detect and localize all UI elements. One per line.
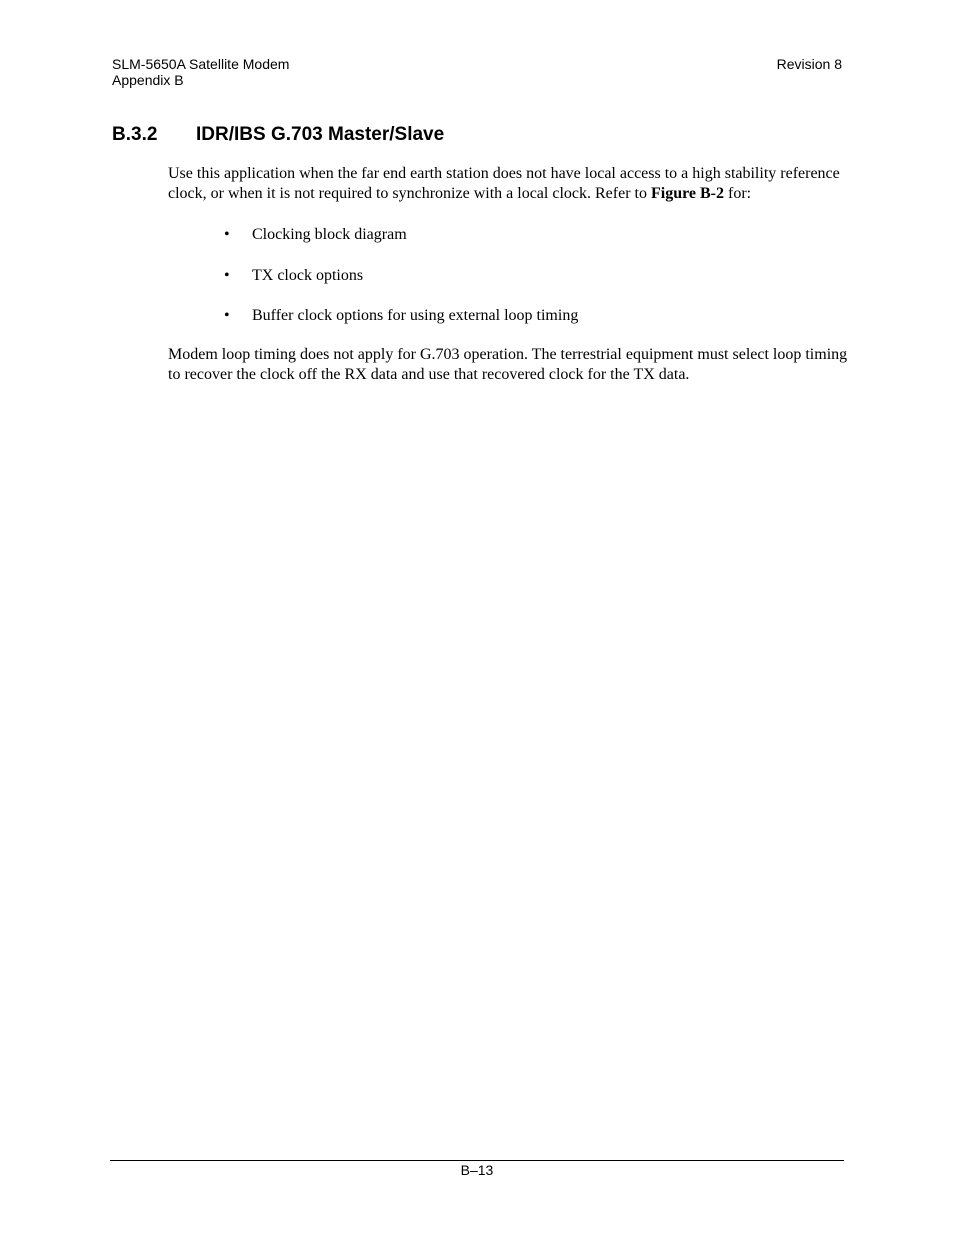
intro-paragraph (168, 164, 848, 204)
footer-divider (110, 1160, 844, 1161)
list-item (224, 225, 578, 245)
section-heading (112, 123, 444, 147)
bullet-list (224, 225, 578, 347)
document-title: SLM-5650A Satellite Modem (112, 56, 290, 72)
page-number: B–13 (460, 1162, 494, 1178)
list-item-text: Clocking block diagram (252, 226, 407, 243)
list-item-text: Buffer clock options for using external loop timing (252, 307, 579, 324)
intro-text: Use this application when the far end earth station does not have local access to a high stability reference clock, or when it is not required to synchronize with a local clock. Refer to (168, 165, 840, 202)
bullet-icon: • (224, 266, 230, 284)
list-item (224, 266, 578, 286)
bullet-icon: • (224, 226, 230, 243)
list-item-text: TX clock options (252, 266, 364, 284)
section-title: IDR/IBS G.703 Master/Slave (196, 124, 445, 145)
loop-timing-paragraph: Modem loop timing does not apply for G.703 operation. The terrestrial equipment must select loop timing to recover the clock off the RX data and use that recovered clock for the TX data. (168, 346, 848, 383)
figure-reference: Figure B-2 (650, 185, 724, 202)
intro-text-end: for: (724, 185, 752, 202)
appendix-label: Appendix B (112, 72, 184, 88)
page-header-left (112, 56, 289, 88)
revision-label: Revision 8 (776, 56, 842, 72)
bullet-icon: • (224, 307, 230, 324)
list-item (224, 306, 578, 326)
section-number: B.3.2 (112, 124, 158, 145)
